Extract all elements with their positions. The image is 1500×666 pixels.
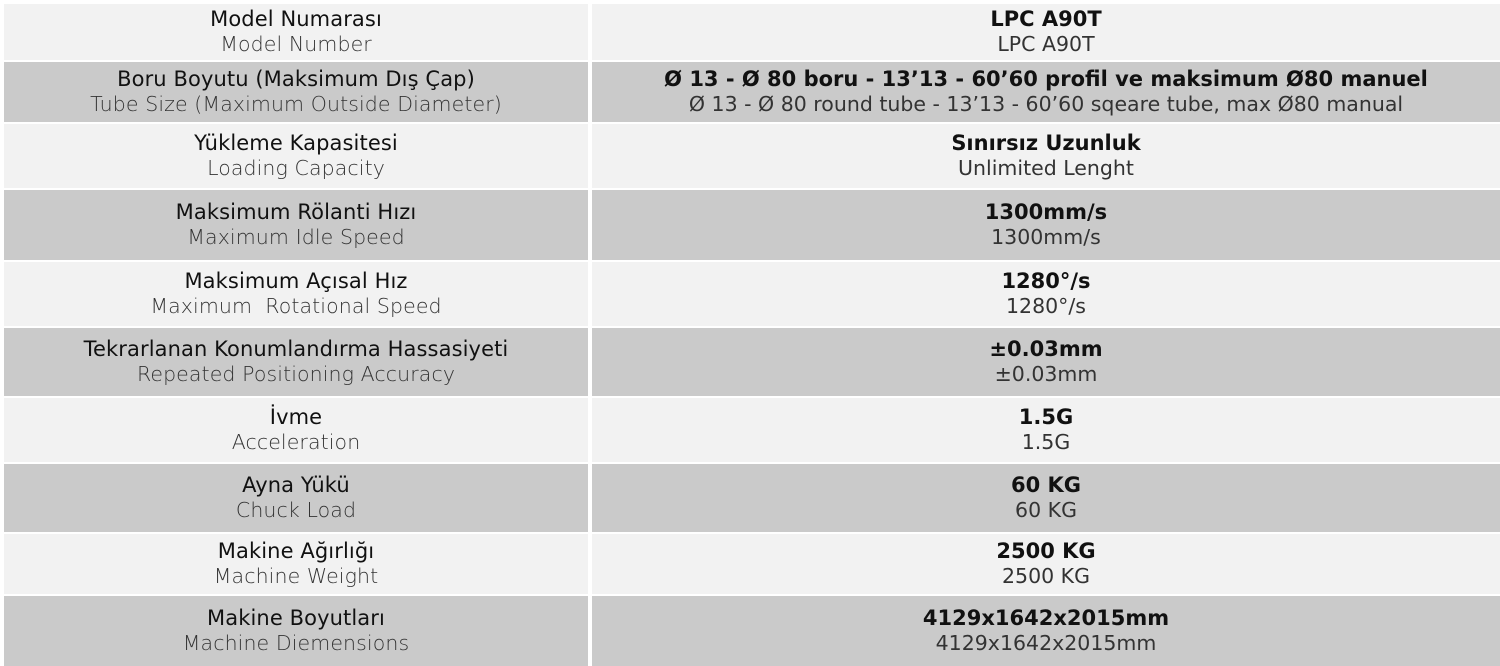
spec-label-machine-weight <box>4 534 588 594</box>
spec-label-en: Tube Size (Maximum Outside Diameter) <box>90 92 502 116</box>
spec-value-tr: 2500 KG <box>996 539 1096 563</box>
spec-value-tr: 1280°/s <box>1001 269 1091 293</box>
spec-value-en: 1300mm/s <box>991 225 1101 249</box>
spec-label-positioning-accuracy <box>4 328 588 396</box>
spec-label-tube-size <box>4 62 588 122</box>
spec-value-acceleration <box>592 398 1500 462</box>
spec-label-en: Maximum Rotational Speed <box>150 294 442 318</box>
spec-label-tr: Makine Boyutları <box>207 606 385 630</box>
spec-value-machine-weight <box>592 534 1500 594</box>
spec-label-idle-speed <box>4 190 588 260</box>
spec-label-tr: Maksimum Rölanti Hızı <box>175 200 417 224</box>
spec-label-en: Machine Diemensions <box>182 631 410 655</box>
spec-label-tr: Ayna Yükü <box>242 473 350 497</box>
spec-value-tr: Sınırsız Uzunluk <box>951 131 1141 155</box>
spec-label-en: Acceleration <box>231 430 361 454</box>
spec-label-tr: Model Numarası <box>210 7 382 31</box>
spec-value-en: 1.5G <box>1021 430 1071 454</box>
spec-value-en: 60 KG <box>1015 498 1077 522</box>
spec-value-positioning-accuracy <box>592 328 1500 396</box>
spec-label-tr: Maksimum Açısal Hız <box>184 269 408 293</box>
spec-value-en: ±0.03mm <box>994 362 1098 386</box>
spec-label-en: Maximum Idle Speed <box>187 225 405 249</box>
spec-value-en: 1280°/s <box>1005 294 1086 318</box>
spec-value-loading-capacity <box>592 124 1500 188</box>
spec-label-chuck-load <box>4 464 588 532</box>
spec-label-tr: Yükleme Kapasitesi <box>194 131 398 155</box>
spec-value-model-number <box>592 4 1500 60</box>
spec-value-tr: ±0.03mm <box>989 337 1103 361</box>
spec-value-idle-speed <box>592 190 1500 260</box>
spec-label-loading-capacity <box>4 124 588 188</box>
spec-value-tr: 1.5G <box>1018 405 1074 429</box>
spec-value-rotational-speed <box>592 262 1500 326</box>
spec-value-en: LPC A90T <box>997 32 1095 56</box>
spec-value-en: Unlimited Lenght <box>958 156 1134 180</box>
spec-value-tr: Ø 13 - Ø 80 boru - 13’13 - 60’60 profil ve maksimum Ø80 manuel <box>664 67 1428 91</box>
spec-label-tr: Tekrarlanan Konumlandırma Hassasiyeti <box>83 337 509 361</box>
spec-label-tr: İvme <box>269 405 323 429</box>
spec-label-en: Loading Capacity <box>207 156 385 180</box>
spec-value-tr: 4129x1642x2015mm <box>922 606 1170 630</box>
spec-value-en: 2500 KG <box>1001 564 1091 588</box>
spec-label-en: Machine Weight <box>213 564 379 588</box>
spec-value-tr: 60 KG <box>1010 473 1082 497</box>
spec-value-chuck-load <box>592 464 1500 532</box>
spec-label-acceleration <box>4 398 588 462</box>
spec-value-en: 4129x1642x2015mm <box>935 631 1157 655</box>
spec-label-tr: Makine Ağırlığı <box>217 539 375 563</box>
spec-label-en: Repeated Positioning Accuracy <box>136 362 456 386</box>
spec-value-tr: LPC A90T <box>990 7 1102 31</box>
spec-label-rotational-speed <box>4 262 588 326</box>
spec-value-tube-size <box>592 62 1500 122</box>
spec-value-en: Ø 13 - Ø 80 round tube - 13’13 - 60’60 sqeare tube, max Ø80 manual <box>688 92 1404 116</box>
spec-label-tr: Boru Boyutu (Maksimum Dış Çap) <box>117 67 475 91</box>
spec-label-en: Model Number <box>220 32 372 56</box>
spec-label-model-number <box>4 4 588 60</box>
spec-label-en: Chuck Load <box>235 498 357 522</box>
spec-table <box>4 4 1500 654</box>
spec-value-tr: 1300mm/s <box>984 200 1108 224</box>
